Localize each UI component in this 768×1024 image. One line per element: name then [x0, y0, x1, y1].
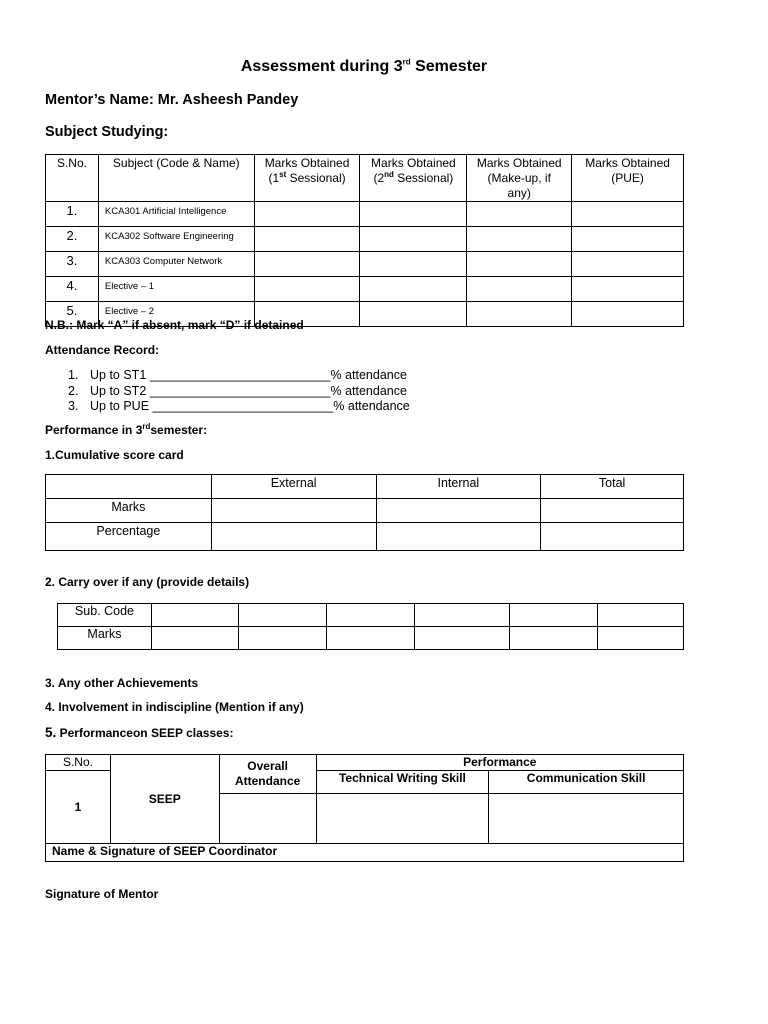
- table-row: [58, 627, 684, 650]
- subject-table: [45, 154, 684, 327]
- row-sno: 4.: [46, 277, 99, 302]
- carry-cell[interactable]: [326, 604, 415, 627]
- page-title-sup: rd: [402, 57, 411, 67]
- subject-table-header: [46, 155, 684, 202]
- cum-header-blank: [46, 475, 212, 499]
- performance-heading-text: Performance in 3: [45, 423, 143, 437]
- indiscipline-heading: 4. Involvement in indiscipline (Mention if any): [45, 700, 304, 714]
- marks-cell[interactable]: [467, 302, 572, 327]
- cumulative-table: [45, 474, 684, 551]
- achievements-heading: 3. Any other Achievements: [45, 676, 199, 690]
- marks-cell[interactable]: [360, 202, 467, 227]
- header-second-line1: Marks Obtained: [371, 156, 456, 170]
- seep-communication-cell[interactable]: [489, 794, 684, 844]
- row-sno: 2.: [46, 227, 99, 252]
- carry-cell[interactable]: [151, 604, 238, 627]
- cum-cell[interactable]: [376, 499, 541, 523]
- marks-cell[interactable]: [572, 252, 684, 277]
- list-item-text: Up to ST2 __________________________% attendance: [90, 383, 407, 398]
- carry-cell[interactable]: [510, 604, 598, 627]
- page-title: [0, 58, 728, 76]
- page-title-tail: Semester: [410, 58, 488, 75]
- subject-heading: Subject Studying:: [45, 124, 169, 140]
- cum-header-internal: Internal: [376, 475, 541, 499]
- seep-table: [45, 754, 684, 862]
- carry-over-table: [57, 603, 684, 650]
- seep-coordinator: Name & Signature of SEEP Coordinator: [46, 844, 684, 862]
- seep-technical-cell[interactable]: [316, 794, 489, 844]
- seep-header-sno: S.No.: [46, 755, 111, 771]
- carry-cell[interactable]: [598, 604, 684, 627]
- carry-cell[interactable]: [151, 627, 238, 650]
- performance-heading-sup: rd: [142, 422, 151, 431]
- carry-cell[interactable]: [510, 627, 598, 650]
- list-item: [68, 384, 410, 400]
- header-first-sup: st: [279, 170, 287, 179]
- marks-cell[interactable]: [572, 202, 684, 227]
- table-row: [46, 252, 684, 277]
- cum-row-label: Marks: [46, 499, 212, 523]
- marks-cell[interactable]: [360, 277, 467, 302]
- carry-cell[interactable]: [598, 627, 684, 650]
- cum-row-label: Percentage: [46, 523, 212, 551]
- performance-heading-tail: semester:: [150, 423, 208, 437]
- table-row: [46, 227, 684, 252]
- seep-label: SEEP: [110, 755, 219, 844]
- cum-cell[interactable]: [541, 523, 684, 551]
- row-subject-name: KCA303 Computer Network: [98, 252, 254, 277]
- list-item-text: Up to ST1 __________________________% attendance: [90, 368, 407, 382]
- header-first-line2: (1: [268, 171, 280, 185]
- cum-header-total: Total: [541, 475, 684, 499]
- cum-cell[interactable]: [376, 523, 541, 551]
- table-row: [46, 523, 684, 551]
- seep-heading-number: 5.: [45, 725, 57, 740]
- table-row: [46, 499, 684, 523]
- table-row: [46, 277, 684, 302]
- row-subject-name: Elective – 2: [98, 302, 254, 327]
- seep-sno: 1: [46, 771, 111, 844]
- carry-cell[interactable]: [326, 627, 415, 650]
- table-row: [46, 202, 684, 227]
- marks-cell[interactable]: [467, 227, 572, 252]
- marks-cell[interactable]: [572, 227, 684, 252]
- cumulative-title: 1.Cumulative score card: [45, 448, 184, 462]
- header-makeup-line1: Marks Obtained: [476, 156, 562, 170]
- seep-performance-header: Performance: [316, 755, 683, 771]
- carry-over-title: 2. Carry over if any (provide details): [45, 575, 250, 589]
- list-item-number: 2.: [68, 383, 79, 398]
- header-second-sup: nd: [384, 170, 394, 179]
- seep-technical-header: Technical Writing Skill: [316, 771, 489, 794]
- carry-cell[interactable]: [415, 604, 510, 627]
- cum-cell[interactable]: [541, 499, 684, 523]
- list-item-number: 3.: [68, 399, 79, 413]
- list-item: [68, 368, 410, 384]
- marks-cell[interactable]: [254, 227, 360, 252]
- marks-cell[interactable]: [467, 277, 572, 302]
- marks-cell[interactable]: [360, 252, 467, 277]
- attendance-title: Attendance Record:: [45, 343, 160, 357]
- header-first-sessional: [254, 155, 360, 202]
- header-pue-line1: Marks Obtained: [585, 156, 670, 170]
- marks-cell[interactable]: [360, 227, 467, 252]
- cum-header-external: External: [211, 475, 376, 499]
- carry-row-label: Sub. Code: [58, 604, 152, 627]
- seep-heading-text: Performanceon SEEP classes:: [56, 726, 234, 740]
- marks-cell[interactable]: [360, 302, 467, 327]
- nb-note: N.B.: Mark “A” if absent, mark “D” if detained: [45, 318, 304, 332]
- row-subject-name: KCA301 Artificial Intelligence: [98, 202, 254, 227]
- carry-cell[interactable]: [238, 627, 326, 650]
- row-sno: 5.: [46, 302, 99, 327]
- seep-overall-attendance: Overall Attendance: [219, 755, 316, 794]
- carry-row-label: Marks: [58, 627, 152, 650]
- mentor-signature: Signature of Mentor: [45, 887, 159, 901]
- seep-communication-header: Communication Skill: [489, 771, 684, 794]
- cum-cell[interactable]: [211, 499, 376, 523]
- header-makeup-line3: any): [507, 186, 531, 200]
- carry-cell[interactable]: [415, 627, 510, 650]
- row-subject-name: KCA302 Software Engineering: [98, 227, 254, 252]
- marks-cell[interactable]: [572, 277, 684, 302]
- cum-cell[interactable]: [211, 523, 376, 551]
- header-second-line2: (2: [373, 171, 385, 185]
- attendance-list: [68, 368, 410, 415]
- seep-heading: [45, 725, 233, 740]
- list-item-text: Up to PUE __________________________% attendance: [90, 399, 410, 413]
- list-item: [68, 399, 410, 415]
- table-row: [46, 475, 684, 499]
- header-pue-line2: (PUE): [611, 171, 644, 185]
- header-second-sessional: [360, 155, 467, 202]
- marks-cell[interactable]: [467, 252, 572, 277]
- table-row: [46, 755, 684, 771]
- carry-cell[interactable]: [238, 604, 326, 627]
- marks-cell[interactable]: [572, 302, 684, 327]
- header-sno: S.No.: [46, 155, 99, 202]
- header-pue: [572, 155, 684, 202]
- page-title-text: Assessment during 3: [240, 58, 403, 75]
- header-second-line2-tail: Sessional): [393, 171, 454, 185]
- row-subject-name: Elective – 1: [98, 277, 254, 302]
- marks-cell[interactable]: [254, 277, 360, 302]
- header-makeup-line2: (Make-up, if: [487, 171, 551, 185]
- header-first-line1: Marks Obtained: [264, 156, 350, 170]
- mentor-name: Mentor’s Name: Mr. Asheesh Pandey: [45, 92, 299, 108]
- marks-cell[interactable]: [254, 252, 360, 277]
- performance-heading: [45, 423, 207, 437]
- table-row: [46, 844, 684, 862]
- header-subject: Subject (Code & Name): [98, 155, 254, 202]
- row-sno: 1.: [46, 202, 99, 227]
- marks-cell[interactable]: [467, 202, 572, 227]
- list-item-number: 1.: [68, 368, 79, 382]
- table-row: [58, 604, 684, 627]
- header-first-line2-tail: Sessional): [286, 171, 346, 185]
- marks-cell[interactable]: [254, 202, 360, 227]
- seep-attendance-cell[interactable]: [219, 794, 316, 844]
- row-sno: 3.: [46, 252, 99, 277]
- header-makeup: [467, 155, 572, 202]
